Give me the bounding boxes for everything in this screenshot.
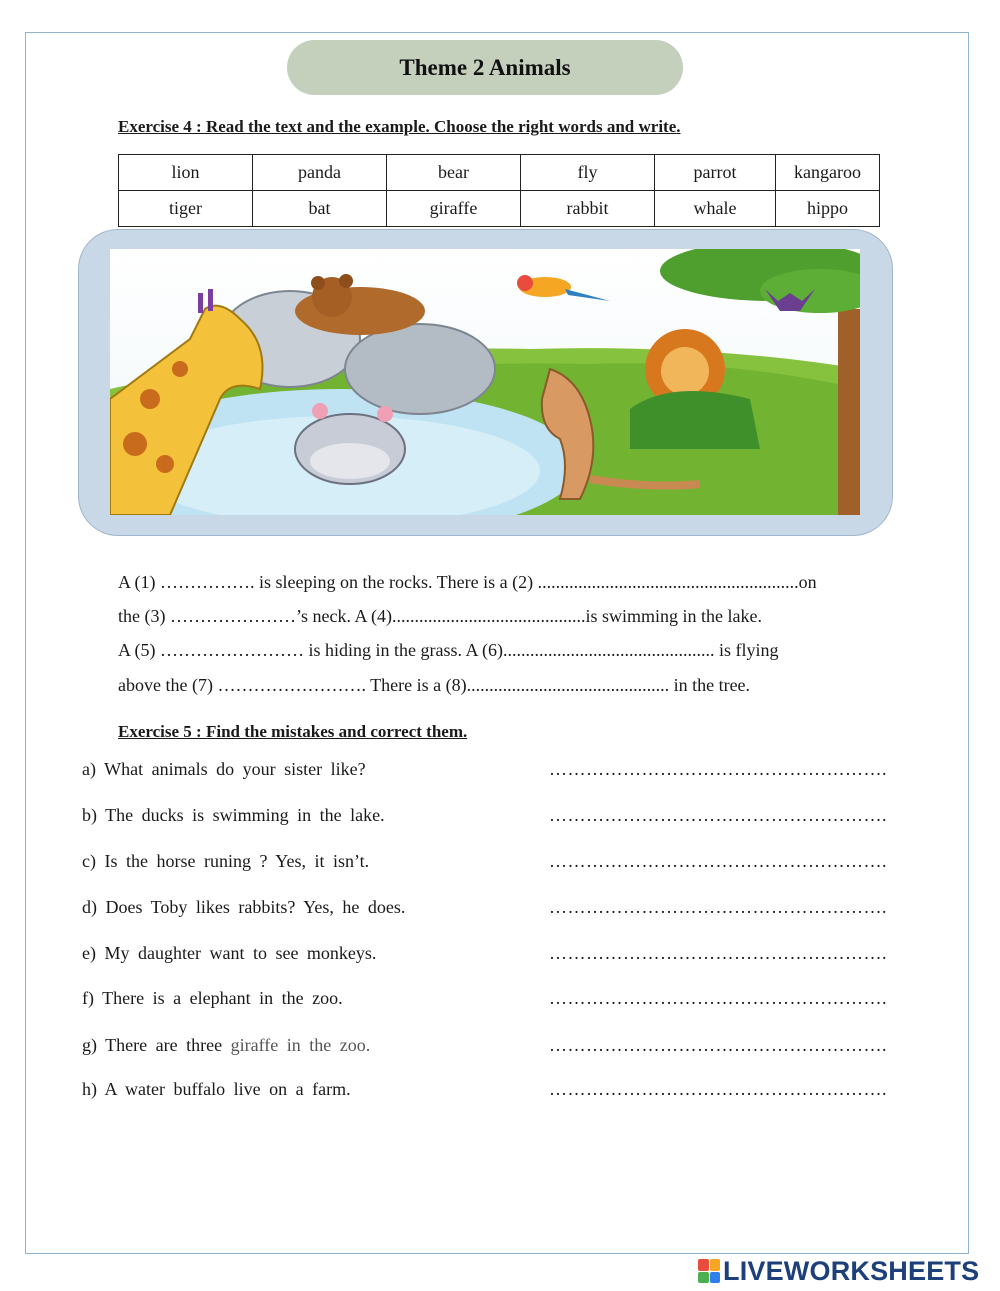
word-bank-row [119,191,880,227]
answer-field[interactable]: ………………………………………………. [549,988,887,1008]
correction-item-g [82,1035,887,1059]
sentence: d) Does Toby likes rabbits? Yes, he does. [82,897,406,917]
sentence: c) Is the horse runing ? Yes, it isn’t. [82,851,370,871]
liveworksheets-icon [698,1259,720,1283]
correction-item-b [82,805,887,829]
correction-item-a [82,759,887,783]
correction-item-c [82,851,887,875]
page-title: Theme 2 Animals [287,40,683,95]
answer-field[interactable]: ………………………………………………. [549,759,887,779]
answer-field[interactable]: ………………………………………………. [549,897,887,917]
brand-name: LIVEWORKSHEETS [723,1255,980,1286]
word-cell: bat [253,191,387,227]
word-cell: rabbit [521,191,655,227]
sentence [82,1035,370,1056]
answer-field[interactable]: ………………………………………………. [549,1079,887,1099]
word-cell: fly [521,155,655,191]
answer-field[interactable]: ………………………………………………. [549,943,887,963]
word-cell: giraffe [387,191,521,227]
answer-field[interactable]: ………………………………………………. [549,1035,887,1055]
word-cell: bear [387,155,521,191]
exercise-4-heading [118,117,681,137]
word-bank-table [118,154,880,227]
sentence: a) What animals do your sister like? [82,759,366,779]
correction-item-f [82,988,887,1012]
animal-scene-illustration [110,249,860,515]
sentence: b) The ducks is swimming in the lake. [82,805,385,825]
answer-field[interactable]: ………………………………………………. [549,851,887,871]
word-cell: panda [253,155,387,191]
sentence: e) My daughter want to see monkeys. [82,943,377,963]
word-cell: hippo [776,191,880,227]
sentence-end: giraffe in the zoo. [230,1035,371,1055]
sentence-start: g) There are three [82,1035,223,1055]
word-bank-row [119,155,880,191]
story-line-3: A (5) …………………… is hiding in the grass. A (6)............................................... is flying [118,640,779,660]
exercise-5-heading: Exercise 5 : Find the mistakes and correct them. [118,722,468,741]
correction-item-h [82,1079,887,1103]
liveworksheets-logo[interactable] [698,1254,979,1288]
sentence: h) A water buffalo live on a farm. [82,1079,351,1099]
word-cell: parrot [655,155,776,191]
correction-item-d [82,897,887,921]
exercise-4-heading-period: . [676,117,681,136]
exercise-4-heading-text: Exercise 4 : Read the text and the example. Choose the right words and write [118,117,677,136]
story-line-4: above the (7) ……………………. There is a (8)............................................. in the tree. [118,675,751,695]
story-line-2: the (3) …………………’s neck. A (4)...........................................is swimming in the lake. [118,606,762,626]
word-cell: kangaroo [776,155,880,191]
answer-field[interactable]: ………………………………………………. [549,805,887,825]
word-cell: whale [655,191,776,227]
sentence: f) There is a elephant in the zoo. [82,988,343,1008]
word-cell: lion [119,155,253,191]
correction-item-e [82,943,887,967]
word-cell: tiger [119,191,253,227]
story-line-1: A (1) ……………. is sleeping on the rocks. There is a (2) ..........................................................on [118,572,817,592]
